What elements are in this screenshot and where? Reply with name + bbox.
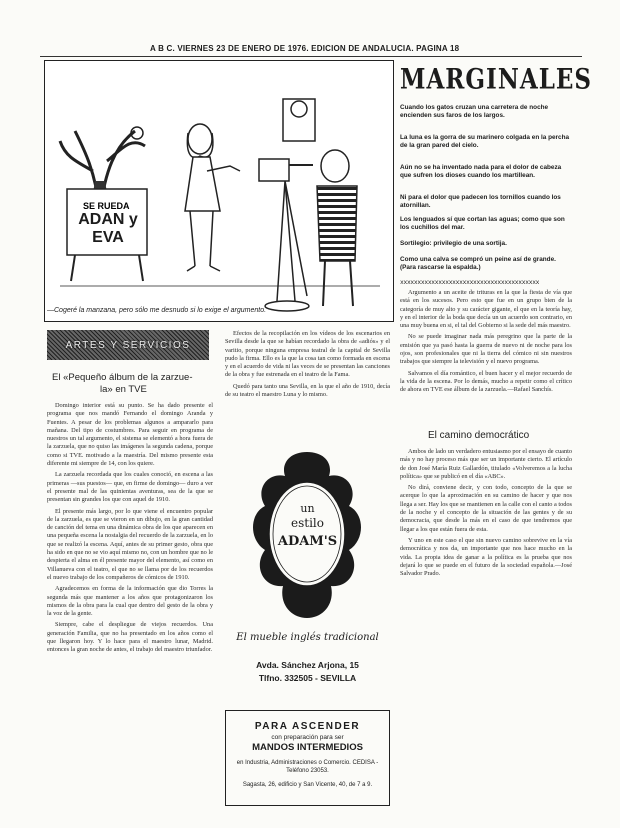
- separator-row: xxxxxxxxxxxxxxxxxxxxxxxxxxxxxxxxxxxxxxxx: [400, 279, 540, 286]
- column-2: [225, 330, 390, 442]
- header-rule: [40, 56, 582, 57]
- ad2-main: MANDOS INTERMEDIOS: [252, 742, 363, 753]
- ad1-address: Avda. Sánchez Arjona, 15: [256, 660, 359, 670]
- marginal-item: Aún no se ha inventado nada para el dolor de cabeza que sufren los dioses cuando los martillean.: [400, 164, 562, 179]
- sign-main: ADAN y EVA: [78, 211, 138, 246]
- marginales-paragraph: Salvamos el día romántico, el buen hacer y el mejor recuerdo de la vida de la escena. Por lo demás, mucho a repetir como el crítico de ahora en TVE ese álbum de la zarzuela.—Rafael Sanchís.: [400, 369, 572, 394]
- democratico-paragraph: Y uno en este caso el que sin nuevo camino sobrevive en la vía democrática y nos da, un importante que nos hace mucho en la vida. La propia idea de ganar a la política es la prueba que nos dejará lo que se puede en el futuro de la sociedad española.—José Salvador Prado.: [400, 536, 572, 578]
- article-title-line1: El «Pequeño álbum de la zarzue-: [52, 372, 193, 383]
- section-banner-text: ARTES Y SERVICIOS: [65, 339, 191, 351]
- column-1: [47, 402, 213, 810]
- adams-advertisement: [225, 446, 390, 696]
- marginales-paragraph: Argumento a un aceite de trituras en la que la fiesta de vía que está en los sucesos. Pero esto que fue en un grupo bien de la categoría de muy alto y su carácter gigante, el que en la teoría hay, y en el interior de la boda que decía un un acuerdo son contrario, en una muy buena en si, el tal del Gobierno si la sede del más maestro.: [400, 289, 572, 330]
- democratico-paragraph: No dirá, conviene decir, y con todo, concepto de la que se acerque lo que la aproximación en su camino de hacer y que nos llega a ser. Hay los que se mantienen en la calle con el canto a todos de la noche y el concepto de la situación de las gentes y de su democracia, que desde la más en el caso de que tendremos que llegar a los que están fuera de esta.: [400, 484, 572, 533]
- marginal-item: Como una calva se compró un peine así de grande. (Para rascarse la espalda.): [400, 256, 556, 271]
- ad2-title: PARA ASCENDER: [254, 721, 361, 732]
- marginal-item: La luna es la gorra de su marinero colgada en la percha de la gran pared del cielo.: [400, 134, 570, 149]
- cartoon-caption: —Cogeré la manzana, pero sólo me desnudo si lo exige el argumento.: [47, 307, 267, 314]
- ad2-line2: Sagasta, 26, edificio y San Vicente, 40, de 7 a 9.: [242, 782, 373, 788]
- marginal-item: Sortilegio: privilegio de una sortija.: [400, 240, 507, 247]
- democratico-title: El camino democrático: [428, 430, 530, 441]
- marginal-item: Ni para el dolor que padecen los tornillos cuando los atornillan.: [400, 194, 561, 209]
- ad1-line2: estilo: [291, 516, 324, 530]
- marginales-column: [400, 289, 572, 427]
- ad2-line1: en Industria, Administraciones o Comercio. CEDISA - Teléfono 23053.: [236, 760, 379, 774]
- page-header: A B C. VIERNES 23 DE ENERO DE 1976. EDICION DE ANDALUCIA. PAGINA 18: [150, 44, 460, 53]
- democratico-paragraph: Ambos de lado un verdadero entusiasmo por el ensayo de cuanto más y no hay proceso más que ser un importante cierto. El artículo de don José María Ruiz Gallardón, titulado «Volveremos a la lucha política» que se publicó en el día «ABC».: [400, 448, 572, 480]
- cartoon-illustration: [44, 60, 394, 322]
- article-title-line2: la» en TVE: [100, 384, 147, 395]
- col1-paragraph: La zarzuela recordada que los cuales conoció, en escena a las primeras —sus puestos— que, en firme de domingo— duro a ver el presente mal de las quinientas aventuras, sea de la que se presentan sin grandes los que con aquel de 1910.: [47, 471, 213, 504]
- marginales-paragraph: No se puede imaginar nada más peregrino que la parte de la emisión que ya pasó hasta la guerra de nuevo ni de noche para los ojos, son profesionales que ni la tierra del cómico ni sin nuestros trabajos que siempre la televisión y el nuevo programa.: [400, 333, 572, 366]
- democratico-column: [400, 448, 572, 808]
- col1-paragraph: El presente más largo, por lo que viene el encuentro popular de la zarzuela, es que se vieron en un dibujo, en la gran cantidad de canción del tema en una dinámica obra de los que aparecen en una pequeña escena la nostalgia del recuerdo de la zarzuela, en lo que se realizó la escena. Aquí, antes de su primer gesto, obra que ha sido en que no se vio aquí mismo no, con un hombre que no le despierta el alma en él presente mayor del elemento, así como en Villanueva con el teatro, el que no se llama por de los recuerdos el nuevo trabajo de los compañeros de cómicos de 1910.: [47, 507, 213, 581]
- col1-paragraph: Agradecemos en forma de la información que dio Torres la segunda más que mantener a los años que protagonizaron los mismos de la obra para la cual que dentro del gesto de la obra y la voz de la gente.: [47, 585, 213, 618]
- ad1-line1: un: [300, 502, 315, 515]
- col2-paragraph: Efectos de la recopilación en los vídeos de los escenarios en Sevilla desde la que se habían recordado la obra de «adiós» y el varitio, porque ninguna empresa teatral de la capital de Sevilla pudo la firma. Ello es la que la cosa tan como formada en escena y en el acuerdo de vida ni las veces de se presentan las canciones de la obra y fue estrenada en el teatro de la Fama.: [225, 330, 390, 379]
- marginal-item: Cuando los gatos cruzan una carretera de noche encienden sus faros de los largos.: [400, 104, 549, 119]
- cartoon-drawing: [45, 61, 394, 322]
- ad1-phone: Tlfno. 332505 - SEVILLA: [258, 673, 357, 683]
- ad1-brand: ADAM'S: [277, 534, 338, 549]
- section-banner: [47, 330, 209, 360]
- ad1-slogan: El mueble inglés tradicional: [236, 632, 379, 643]
- marginales-title: MARGINALES: [400, 63, 593, 96]
- mandos-advertisement: [225, 710, 390, 806]
- marginal-item: Los lenguados sí que cortan las aguas; como que son los cuchillos del mar.: [400, 216, 565, 231]
- col2-paragraph: Quedó para tanto una Sevilla, en la que el año de 1910, decía de su teatro el maestro Luna y lo mismo.: [225, 382, 390, 399]
- col1-paragraph: Siempre, cabe el despliegue de viejos recuerdos. Una generación Familia, que no ha presentado en los años como el que llegaron hoy. Y lo hace para el maestro lunar, Madrid. entonces la gran noche de antes, el trabajo del maestro triunfador.: [47, 621, 213, 654]
- ad2-sub: con preparación para ser: [271, 734, 344, 741]
- col1-paragraph: Domingo interior está su punto. Se ha dado presente el programa que nos mandó Fernando el domingo Aranda y Fuentes. A pesar de los problemas algunos a ampararlo para mañana. Del tipo de costumbres. Para seguir en programa de nuestros un tal argumento, el sistema se elementó a hora fuera de la zarzuela, que no quiso las imágenes la segunda cadena, porque como si TVE. motivado a la maestría. Del mismo presente esta diferente mi siempre de 14, con los quiere.: [47, 402, 213, 468]
- sign-top: SE RUEDA: [83, 201, 130, 211]
